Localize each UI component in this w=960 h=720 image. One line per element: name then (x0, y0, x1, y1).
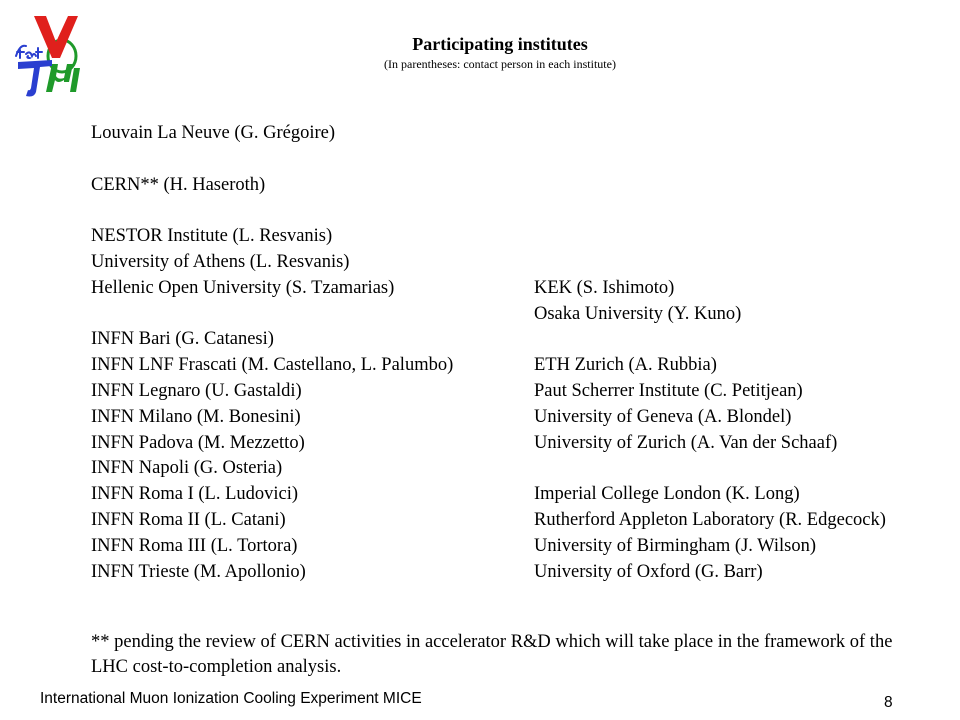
footer-experiment-name: International Muon Ionization Cooling Experiment MICE (40, 690, 422, 707)
institute-item: Imperial College London (K. Long) (534, 484, 800, 505)
fact-nu-mu-logo (12, 12, 98, 98)
institute-item: INFN Bari (G. Catanesi) (91, 329, 274, 350)
institute-item: KEK (S. Ishimoto) (534, 278, 675, 298)
page-subtitle: (In parentheses: contact person in each institute) (384, 57, 616, 71)
institute-item: INFN Napoli (G. Osteria) (91, 458, 283, 479)
institute-item: University of Geneva (A. Blondel) (534, 406, 792, 427)
institute-item: INFN Padova (M. Mezzetto) (91, 432, 305, 453)
page-title: Participating institutes (412, 34, 588, 54)
institute-item: ETH Zurich (A. Rubbia) (534, 355, 717, 376)
institute-item: University of Zurich (A. Van der Schaaf) (534, 432, 838, 453)
left-institute-list (91, 121, 453, 585)
right-institute-list (534, 276, 886, 586)
institute-item: University of Athens (L. Resvanis) (91, 251, 350, 272)
institute-item: NESTOR Institute (L. Resvanis) (91, 226, 333, 247)
institute-item: University of Oxford (G. Barr) (534, 561, 763, 582)
institute-item: INFN Trieste (M. Apollonio) (91, 561, 306, 582)
institute-item: University of Birmingham (J. Wilson) (534, 535, 817, 556)
institute-item: Louvain La Neuve (G. Grégoire) (91, 123, 335, 143)
institute-item: INFN Roma II (L. Catani) (91, 509, 286, 530)
institute-item: Rutherford Appleton Laboratory (R. Edgecock) (534, 510, 886, 531)
institute-item: Paut Scherrer Institute (C. Petitjean) (534, 381, 803, 402)
institute-item: Hellenic Open University (S. Tzamarias) (91, 277, 395, 298)
institute-item: INFN LNF Frascati (M. Castellano, L. Palumbo) (91, 355, 454, 376)
page-number: 8 (884, 694, 893, 711)
institute-item: INFN Roma I (L. Ludovici) (91, 484, 299, 505)
institute-item: Osaka University (Y. Kuno) (534, 303, 742, 324)
institute-item: INFN Roma III (L. Tortora) (91, 535, 298, 556)
cern-footnote: ** pending the review of CERN activities in accelerator R&D which will take place in the framework of the LHC cost-to-completion analysis. (91, 632, 893, 677)
institute-item: CERN** (H. Haseroth) (91, 174, 266, 195)
institute-item: INFN Legnaro (U. Gastaldi) (91, 380, 302, 401)
institute-item: INFN Milano (M. Bonesini) (91, 406, 301, 427)
